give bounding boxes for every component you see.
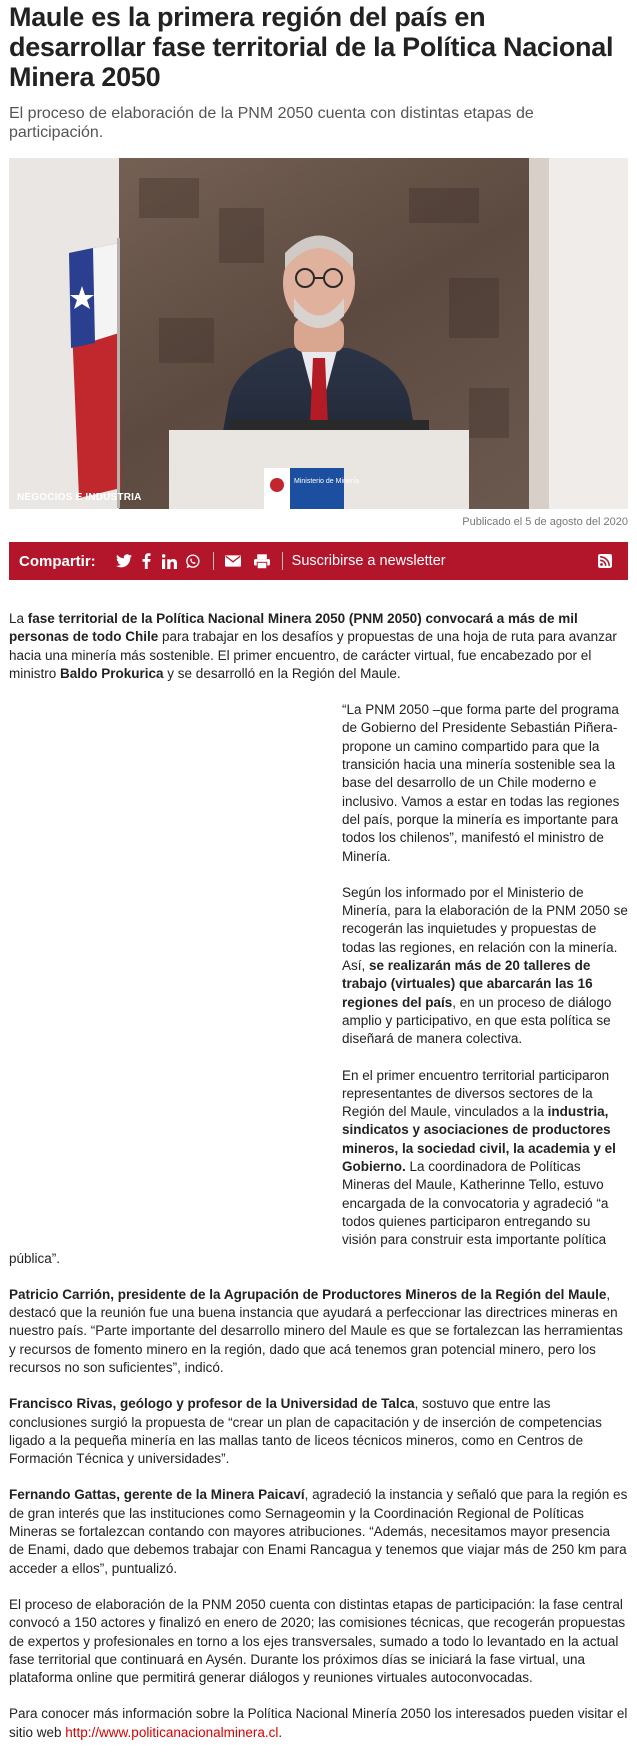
share-bar	[9, 542, 628, 580]
paragraph-6: Francisco Rivas, geólogo y profesor de la Universidad de Talca, sostuvo que entre las conclusiones surgió la propuesta de “crear un plan de capacitación y de inserción de competencias ligado a la pequeña minería en las mallas tanto de liceos técnicos mineros, como en Centros de Formación Técnica y universidades”.	[9, 1396, 602, 1467]
paragraph-3: Según los informado por el Ministerio de Minería, para la elaboración de la PNM 2050 se recogerán las inquietudes y propuestas de todas las regiones, en relación con la minería. Así, se realizarán más de 20 talleres de trabajo (virtuales) que abarcarán las 16 regiones del país, en un proceso de diálogo amplio y participativo, en que esta política se diseñará de manera colectiva.	[342, 884, 628, 1047]
hero-category-tag[interactable]: NEGOCIOS E INDUSTRIA	[17, 492, 142, 503]
empty-left-column	[9, 701, 342, 1241]
hero-image	[9, 158, 628, 509]
paragraph-9: Para conocer más información sobre la Política Nacional Minería 2050 los interesados pueden visitar el sitio web http://www.politicanacionalminera.cl.	[9, 1706, 628, 1740]
podium-text: Ministerio de Minería	[294, 478, 359, 485]
article-body	[9, 610, 628, 1742]
print-icon[interactable]	[252, 551, 272, 571]
website-link[interactable]: http://www.politicanacionalminera.cl	[65, 1724, 279, 1740]
paragraph-1: La fase territorial de la Política Nacional Minera 2050 (PNM 2050) convocará a más de mil personas de todo Chile para trabajar en los desafíos y propuestas de una hoja de ruta para avanzar hacia una minería más sostenible. El primer encuentro, de carácter virtual, fue encabezado por el ministro Baldo Prokurica y se desarrolló en la Región del Maule.	[9, 611, 617, 681]
podium-illustration	[169, 420, 469, 509]
paragraph-4: En el primer encuentro territorial participaron representantes de diversos sectores de la Región del Maule, vinculados a la industria, sindicatos y asociaciones de productores mineros, la sociedad civil, la academia y el Gobierno. La coordinadora de Políticas Mineras del Maule, Katherinne Tello, estuvo encargada de la convocatoria y agradeció “a todos quienes participaron entregando su visión para construir esta importante política pública”.	[9, 1067, 616, 1266]
article-subtitle: El proceso de elaboración de la PNM 2050 cuenta con distintas etapas de participación.	[9, 105, 534, 141]
twitter-icon[interactable]	[114, 551, 134, 571]
rss-icon[interactable]	[595, 551, 615, 571]
paragraph-2-quote: “La PNM 2050 –que forma parte del programa de Gobierno del Presidente Sebastián Piñera- propone un camino compartido para que la transición hacia una minería sostenible sea la base del desarrollo de un Chile moderno e inclusivo. Vamos a estar en todas las regiones del país, porque la minería es importante para todos los chilenos”, manifestó el ministro de Minería.	[342, 702, 620, 864]
paragraph-8: El proceso de elaboración de la PNM 2050 cuenta con distintas etapas de participación: la fase central convocó a 150 actores y finalizó en enero de 2020; las comisiones técnicas, que recogerán propuestas de expertos y profesionales en torno a los ejes transversales, sumado a todo lo levantado en la actual fase territorial que continuará en Aysén. Durante los próximos días se iniciará la fase virtual, una plataforma online que permitirá generar diálogos y reuniones virtuales autoconvocadas.	[9, 1596, 626, 1686]
share-separator-2	[282, 552, 283, 570]
hero-photo-illustration	[9, 158, 628, 509]
article-title: Maule es la primera región del país en desarrollar fase territorial de la Política Nacional Minera 2050	[9, 2, 614, 92]
publish-date: Publicado el 5 de agosto del 2020	[462, 516, 628, 528]
newsletter-link[interactable]: Suscribirse a newsletter	[291, 553, 446, 569]
whatsapp-icon[interactable]	[183, 551, 203, 571]
share-label: Compartir:	[19, 552, 96, 570]
share-separator	[213, 552, 214, 570]
email-icon[interactable]	[223, 551, 243, 571]
facebook-icon[interactable]	[137, 551, 157, 571]
paragraph-7: Fernando Gattas, gerente de la Minera Paicaví, agradeció la instancia y señaló que para la región es de gran interés que las instituciones como Sernageomin y la Coordinación Regional de Políticas Mineras se fortalezcan contando con mayores atribuciones. “Además, necesitamos mayor presencia de Enami, dado que debemos trabajar con Enami Rancagua y tenemos que viajar más de 250 km para acceder a ellos”, puntualizó.	[9, 1487, 628, 1576]
linkedin-icon[interactable]	[160, 551, 180, 571]
paragraph-5: Patricio Carrión, presidente de la Agrupación de Productores Mineros de la Región del Maule, destacó que la reunión fue una buena instancia que ayudará a perfeccionar las directrices mineras en nuestro país. “Parte importante del desarrollo minero del Maule es que se fortalezcan las herramientas y recursos de fomento minero en la región, dado que acá tenemos gran potencial minero, pero los recursos no son suficientes”, indicó.	[9, 1286, 623, 1375]
